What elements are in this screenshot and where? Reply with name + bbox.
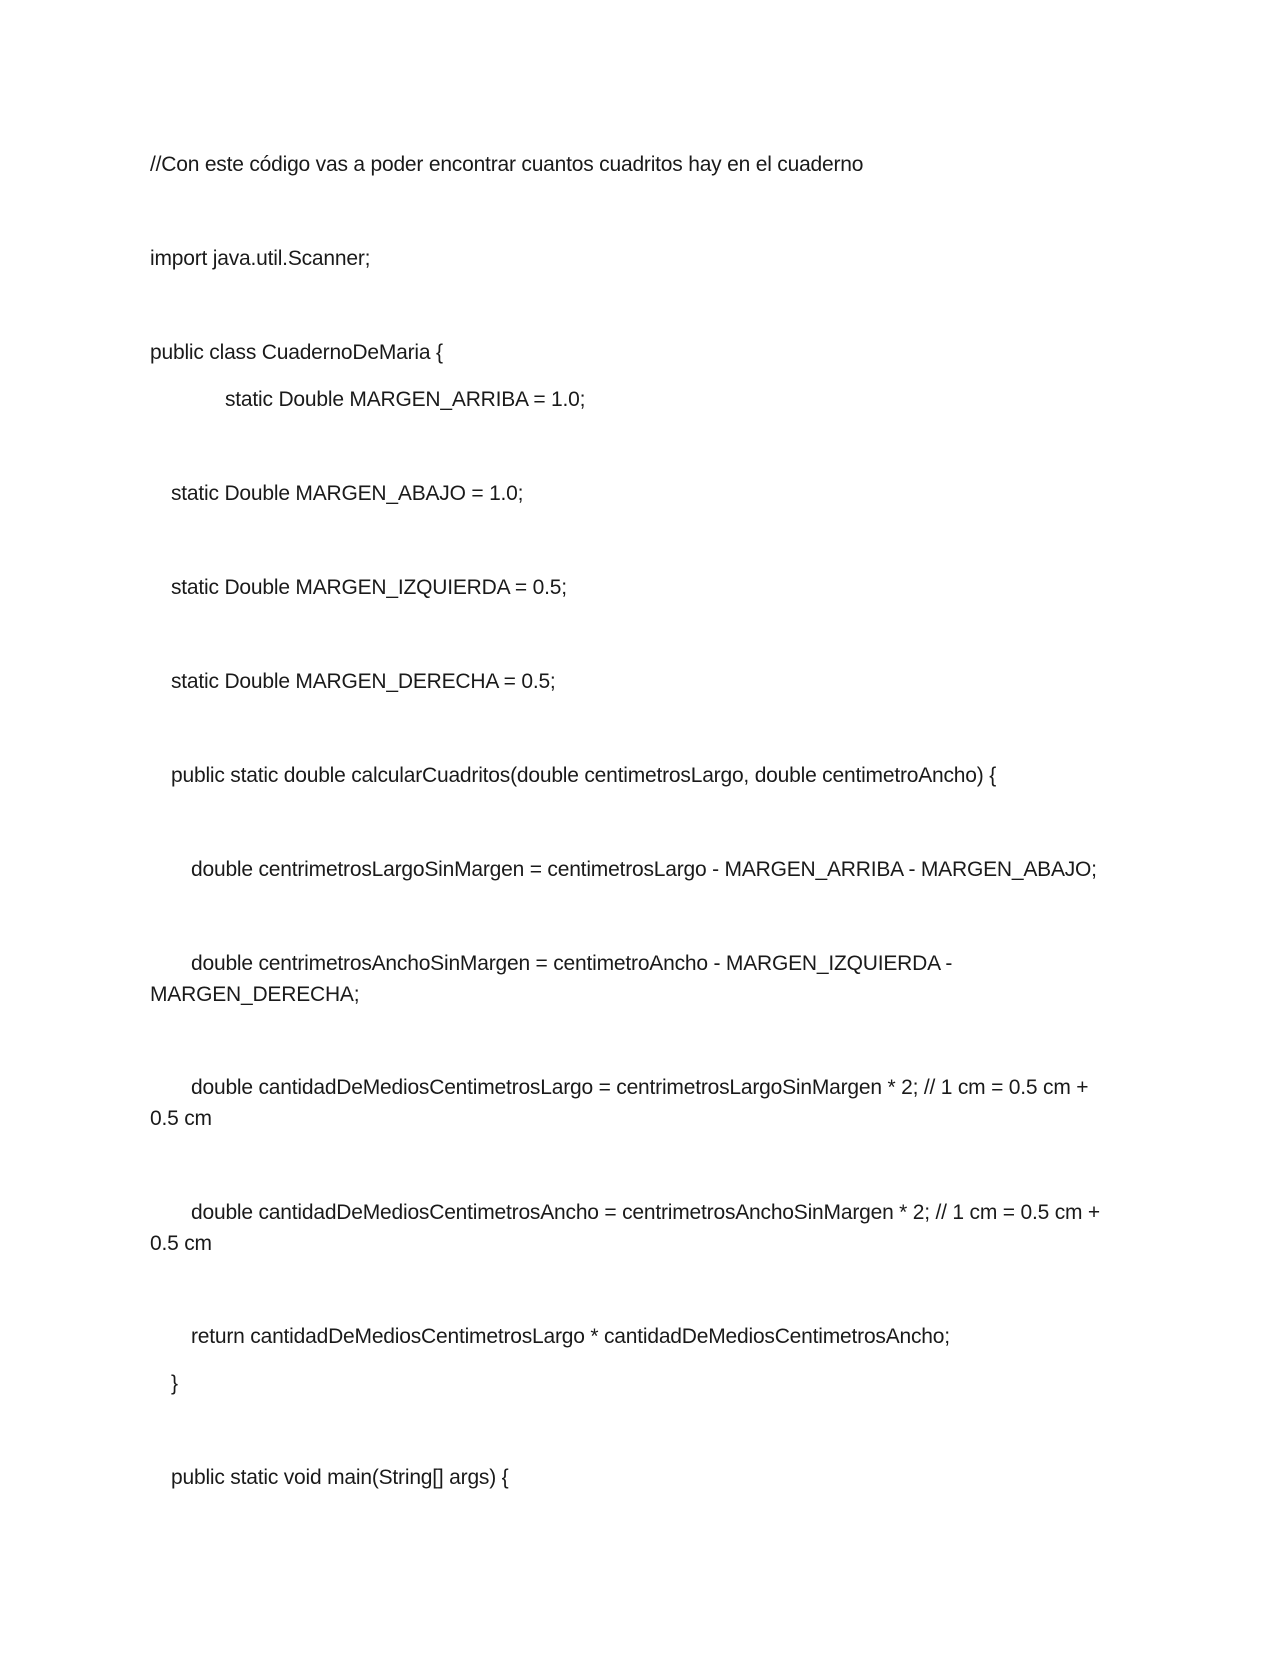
- field-margen-derecha-line: static Double MARGEN_DERECHA = 0.5;: [171, 670, 556, 693]
- method-calcular-cuadritos-line: public static double calcularCuadritos(double centimetrosLargo, double centimetroAncho) {: [171, 764, 997, 787]
- main-method-line: public static void main(String[] args) {: [171, 1466, 509, 1489]
- import-line: import java.util.Scanner;: [150, 247, 371, 270]
- field-margen-izquierda-line: static Double MARGEN_IZQUIERDA = 0.5;: [171, 576, 567, 599]
- class-declaration-line: public class CuadernoDeMaria {: [150, 341, 443, 364]
- method-close-brace-line: }: [171, 1372, 178, 1395]
- return-statement-line: return cantidadDeMediosCentimetrosLargo * cantidadDeMediosCentimetrosAncho;: [191, 1325, 950, 1348]
- statement-largo-sin-margen-line: double centrimetrosLargoSinMargen = centimetrosLargo - MARGEN_ARRIBA - MARGEN_ABAJO;: [191, 858, 1097, 881]
- statement-medios-ancho-line: double cantidadDeMediosCentimetrosAncho = centrimetrosAnchoSinMargen * 2; // 1 cm = 0.5 cm + 0.5 cm: [150, 1201, 1100, 1255]
- field-margen-arriba-line: static Double MARGEN_ARRIBA = 1.0;: [225, 388, 586, 411]
- statement-ancho-sin-margen-line: double centrimetrosAnchoSinMargen = centimetroAncho - MARGEN_IZQUIERDA - MARGEN_DERECHA;: [150, 952, 953, 1006]
- statement-medios-largo-line: double cantidadDeMediosCentimetrosLargo = centrimetrosLargoSinMargen * 2; // 1 cm = 0.5 cm + 0.5 cm: [150, 1076, 1089, 1130]
- field-margen-abajo-line: static Double MARGEN_ABAJO = 1.0;: [171, 482, 524, 505]
- code-comment-line: //Con este código vas a poder encontrar cuantos cuadritos hay en el cuaderno: [150, 153, 864, 176]
